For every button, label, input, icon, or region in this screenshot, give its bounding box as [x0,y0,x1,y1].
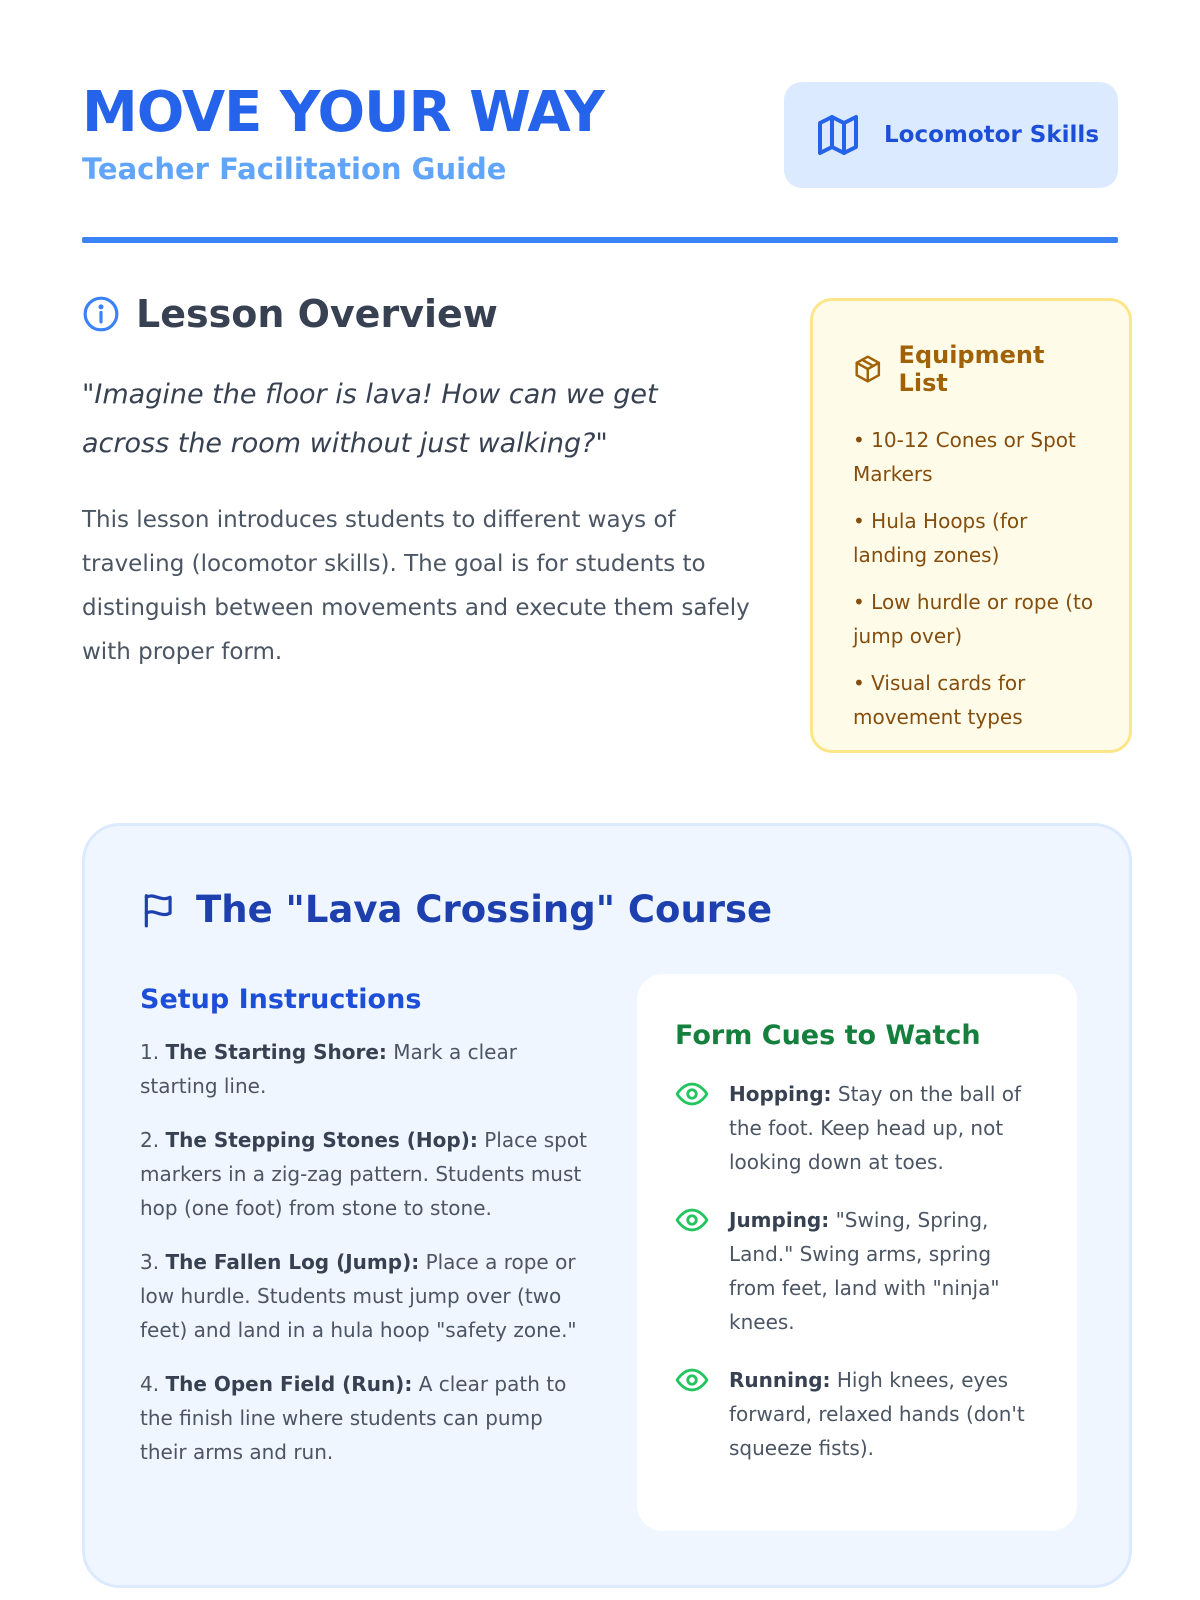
eye-icon [675,1077,709,1111]
overview-header [82,292,752,336]
lesson-overview [82,292,752,674]
step-text: Place a rope or low hurdle. Students must jump over (two feet) and land in a hula hoop "safety zone." [140,1250,577,1342]
equipment-heading: Equipment List [898,341,1045,397]
step-text: A clear path to the finish line where students can pump their arms and run. [140,1372,567,1464]
cue-text [729,1077,1039,1179]
step-number: 4. [140,1372,160,1396]
cue-description: "Swing, Spring, Land." Swing arms, spring from feet, land with "ninja" knees. [729,1208,1000,1334]
cues-heading: Form Cues to Watch [675,1020,981,1051]
setup-step [140,1035,590,1103]
map-icon [814,111,862,159]
package-icon [853,354,883,384]
cue-item [675,1363,1039,1465]
equipment-list [853,423,1099,734]
badge-label: Locomotor Skills [884,122,1100,148]
cue-title: Running: [729,1368,831,1392]
skill-badge [784,82,1118,188]
equipment-item: • Visual cards for movement types [853,671,1026,729]
step-text: Mark a clear starting line. [140,1040,517,1098]
cue-text [729,1203,1039,1339]
page-header [82,78,1118,238]
lava-course-section [82,823,1132,1588]
course-header [140,888,772,931]
overview-quote: "Imagine the floor is lava! How can we get across the room without just walking?" [82,379,658,459]
step-title: The Starting Shore: [165,1040,387,1064]
equipment-item: • 10-12 Cones or Spot Markers [853,428,1076,486]
setup-step [140,1367,590,1469]
equipment-header [853,341,1099,397]
cue-item [675,1077,1039,1179]
step-number: 3. [140,1250,160,1274]
step-title: The Fallen Log (Jump): [165,1250,420,1274]
setup-step [140,1245,590,1347]
form-cues-card [637,974,1077,1531]
overview-heading: Lesson Overview [136,292,498,336]
cue-description: High knees, eyes forward, relaxed hands (don't squeeze fists). [729,1368,1025,1460]
page-subtitle: Teacher Facilitation Guide [82,152,507,186]
equipment-item: • Hula Hoops (for landing zones) [853,509,1028,567]
equipment-item: • Low hurdle or rope (to jump over) [853,590,1094,648]
overview-body: This lesson introduces students to different ways of traveling (locomotor skills). The goal is for students to distinguish between movements and execute them safely with proper form. [82,507,750,665]
setup-instructions [140,984,590,1489]
setup-heading: Setup Instructions [140,984,422,1015]
step-title: The Open Field (Run): [165,1372,413,1396]
step-number: 1. [140,1040,160,1064]
cue-text [729,1363,1039,1465]
setup-step [140,1123,590,1225]
cue-description: Stay on the ball of the foot. Keep head up, not looking down at toes. [729,1082,1022,1174]
equipment-card [810,298,1132,753]
eye-icon [675,1203,709,1237]
step-title: The Stepping Stones (Hop): [165,1128,478,1152]
course-heading: The "Lava Crossing" Course [196,888,773,931]
page-title: MOVE YOUR WAY [82,80,604,145]
eye-icon [675,1363,709,1397]
cue-title: Hopping: [729,1082,832,1106]
step-text: Place spot markers in a zig-zag pattern. Students must hop (one foot) from stone to stone. [140,1128,587,1220]
setup-steps [140,1035,590,1469]
step-number: 2. [140,1128,160,1152]
cue-item [675,1203,1039,1339]
header-divider [82,237,1118,243]
info-icon [82,295,120,333]
flag-icon [140,891,178,929]
cue-title: Jumping: [729,1208,830,1232]
